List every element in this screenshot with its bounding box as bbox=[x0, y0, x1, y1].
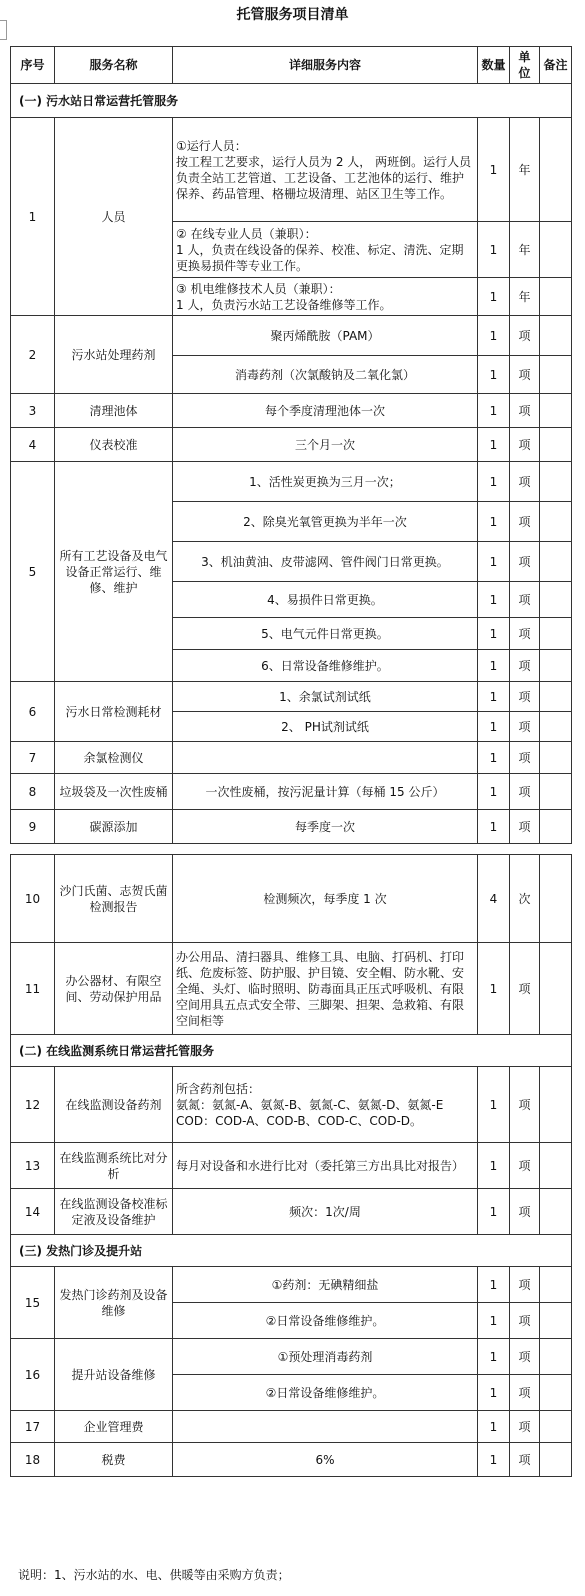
row-number: 3 bbox=[11, 394, 55, 428]
service-name: 在线监测设备校准标定液及设备维护 bbox=[55, 1189, 173, 1235]
table-row bbox=[11, 682, 572, 712]
section-title: (一) 污水站日常运营托管服务 bbox=[11, 84, 572, 118]
unit: 项 bbox=[510, 1339, 540, 1375]
service-name: 在线监测系统比对分析 bbox=[55, 1143, 173, 1189]
service-detail: 3、机油黄油、皮带滤网、管件阀门日常更换。 bbox=[173, 542, 478, 582]
row-number: 12 bbox=[11, 1067, 55, 1143]
remark bbox=[540, 316, 572, 356]
row-number: 1 bbox=[11, 118, 55, 316]
quantity: 1 bbox=[478, 316, 510, 356]
row-number: 16 bbox=[11, 1339, 55, 1411]
table-row bbox=[11, 1067, 572, 1143]
row-number: 6 bbox=[11, 682, 55, 742]
remark bbox=[540, 502, 572, 542]
header-qty: 数量 bbox=[478, 47, 510, 84]
service-detail: 聚丙烯酰胺（PAM） bbox=[173, 316, 478, 356]
quantity: 1 bbox=[478, 542, 510, 582]
margin-marker bbox=[0, 20, 7, 40]
header-content: 详细服务内容 bbox=[173, 47, 478, 84]
table-row bbox=[11, 462, 572, 502]
quantity: 1 bbox=[478, 222, 510, 278]
service-detail: 每个季度清理池体一次 bbox=[173, 394, 478, 428]
remark bbox=[540, 943, 572, 1035]
row-number: 5 bbox=[11, 462, 55, 682]
quantity: 1 bbox=[478, 712, 510, 742]
service-detail: 6% bbox=[173, 1443, 478, 1477]
table-row bbox=[11, 855, 572, 943]
service-detail: 消毒药剂（次氯酸钠及二氧化氯） bbox=[173, 356, 478, 394]
remark bbox=[540, 712, 572, 742]
row-number: 8 bbox=[11, 774, 55, 810]
unit: 项 bbox=[510, 742, 540, 774]
service-detail: 1、活性炭更换为三月一次； bbox=[173, 462, 478, 502]
unit: 项 bbox=[510, 618, 540, 650]
service-name: 办公器材、有限空间、劳动保护用品 bbox=[55, 943, 173, 1035]
service-detail bbox=[173, 1411, 478, 1443]
remark bbox=[540, 1303, 572, 1339]
row-number: 7 bbox=[11, 742, 55, 774]
unit: 项 bbox=[510, 502, 540, 542]
quantity: 1 bbox=[478, 462, 510, 502]
quantity: 1 bbox=[478, 943, 510, 1035]
quantity: 1 bbox=[478, 810, 510, 844]
table-row bbox=[11, 428, 572, 462]
section-title: (二) 在线监测系统日常运营托管服务 bbox=[11, 1035, 572, 1067]
quantity: 1 bbox=[478, 356, 510, 394]
service-detail: 所含药剂包括： 氨氮：氨氮-A、氨氮-B、氨氮-C、氨氮-D、氨氮-E COD：COD-A、COD-B、COD-C、COD-D。 bbox=[173, 1067, 478, 1143]
quantity: 1 bbox=[478, 650, 510, 682]
remark bbox=[540, 1339, 572, 1375]
quantity: 1 bbox=[478, 682, 510, 712]
table-row bbox=[11, 1411, 572, 1443]
table-row bbox=[11, 394, 572, 428]
unit: 年 bbox=[510, 222, 540, 278]
service-name: 在线监测设备药剂 bbox=[55, 1067, 173, 1143]
service-detail: 办公用品、清扫器具、维修工具、电脑、打码机、打印纸、危废标签、防护服、护目镜、安全帽、防水靴、安全绳、头灯、临时照明、防毒面具正压式呼吸机、有限空间用具五点式安全带、三脚架、担架、急救箱、有限空间柜等 bbox=[173, 943, 478, 1035]
unit: 项 bbox=[510, 582, 540, 618]
service-detail: 检测频次，每季度 1 次 bbox=[173, 855, 478, 943]
quantity: 1 bbox=[478, 118, 510, 222]
service-detail: 2、 PH试剂试纸 bbox=[173, 712, 478, 742]
unit: 项 bbox=[510, 650, 540, 682]
service-detail: ①预处理消毒药剂 bbox=[173, 1339, 478, 1375]
remark bbox=[540, 650, 572, 682]
service-detail: ②日常设备维修维护。 bbox=[173, 1303, 478, 1339]
unit: 项 bbox=[510, 1443, 540, 1477]
unit: 项 bbox=[510, 943, 540, 1035]
quantity: 1 bbox=[478, 428, 510, 462]
remark bbox=[540, 356, 572, 394]
service-name: 提升站设备维修 bbox=[55, 1339, 173, 1411]
unit: 项 bbox=[510, 1143, 540, 1189]
service-name: 企业管理费 bbox=[55, 1411, 173, 1443]
service-detail: 三个月一次 bbox=[173, 428, 478, 462]
quantity: 1 bbox=[478, 1143, 510, 1189]
remark bbox=[540, 462, 572, 502]
service-detail: 每月对设备和水进行比对（委托第三方出具比对报告） bbox=[173, 1143, 478, 1189]
page-title: 托管服务项目清单 bbox=[236, 7, 349, 23]
remark bbox=[540, 742, 572, 774]
service-detail: 5、电气元件日常更换。 bbox=[173, 618, 478, 650]
table-row bbox=[11, 1267, 572, 1303]
quantity: 1 bbox=[478, 278, 510, 316]
table-row bbox=[11, 1443, 572, 1477]
header-remark: 备注 bbox=[540, 47, 572, 84]
quantity: 1 bbox=[478, 502, 510, 542]
service-name: 税费 bbox=[55, 1443, 173, 1477]
quantity: 1 bbox=[478, 1443, 510, 1477]
service-name: 沙门氏菌、志贺氏菌检测报告 bbox=[55, 855, 173, 943]
footnote: 说明：1、污水站的水、电、供暖等由采购方负责； bbox=[18, 1568, 290, 1582]
quantity: 1 bbox=[478, 394, 510, 428]
unit: 项 bbox=[510, 810, 540, 844]
service-name: 发热门诊药剂及设备维修 bbox=[55, 1267, 173, 1339]
remark bbox=[540, 1267, 572, 1303]
service-name: 碳源添加 bbox=[55, 810, 173, 844]
unit: 项 bbox=[510, 1411, 540, 1443]
quantity: 1 bbox=[478, 1339, 510, 1375]
unit: 项 bbox=[510, 394, 540, 428]
service-table bbox=[10, 46, 572, 1477]
header-name: 服务名称 bbox=[55, 47, 173, 84]
remark bbox=[540, 774, 572, 810]
section-row bbox=[11, 84, 572, 118]
service-name: 所有工艺设备及电气设备正常运行、维修、维护 bbox=[55, 462, 173, 682]
quantity: 1 bbox=[478, 1303, 510, 1339]
table-row bbox=[11, 1143, 572, 1189]
row-number: 4 bbox=[11, 428, 55, 462]
unit: 项 bbox=[510, 1267, 540, 1303]
row-number: 17 bbox=[11, 1411, 55, 1443]
quantity: 1 bbox=[478, 1267, 510, 1303]
remark bbox=[540, 394, 572, 428]
service-detail: ①运行人员： 按工程工艺要求，运行人员为 2 人， 两班倒。运行人员负责全站工艺管道、工艺设备、工艺池体的运行、维护保养、药品管理、格栅垃圾清理、站区卫生等工作。 bbox=[173, 118, 478, 222]
table-row bbox=[11, 1339, 572, 1375]
unit: 项 bbox=[510, 316, 540, 356]
remark bbox=[540, 542, 572, 582]
unit: 次 bbox=[510, 855, 540, 943]
table-row bbox=[11, 316, 572, 356]
header-no: 序号 bbox=[11, 47, 55, 84]
quantity: 4 bbox=[478, 855, 510, 943]
unit: 项 bbox=[510, 774, 540, 810]
header-unit: 单位 bbox=[510, 47, 540, 84]
unit: 项 bbox=[510, 682, 540, 712]
service-detail: ③ 机电维修技术人员（兼职）： 1 人，负责污水站工艺设备维修等工作。 bbox=[173, 278, 478, 316]
unit: 年 bbox=[510, 278, 540, 316]
remark bbox=[540, 618, 572, 650]
remark bbox=[540, 278, 572, 316]
service-name: 污水站处理药剂 bbox=[55, 316, 173, 394]
unit: 项 bbox=[510, 712, 540, 742]
remark bbox=[540, 428, 572, 462]
unit: 年 bbox=[510, 118, 540, 222]
table-row bbox=[11, 810, 572, 844]
section-row bbox=[11, 1035, 572, 1067]
unit: 项 bbox=[510, 542, 540, 582]
service-detail bbox=[173, 742, 478, 774]
row-number: 10 bbox=[11, 855, 55, 943]
unit: 项 bbox=[510, 428, 540, 462]
remark bbox=[540, 1443, 572, 1477]
remark bbox=[540, 810, 572, 844]
service-detail: ①药剂：无碘精细盐 bbox=[173, 1267, 478, 1303]
page-break bbox=[11, 844, 572, 855]
section-row bbox=[11, 1235, 572, 1267]
unit: 项 bbox=[510, 1189, 540, 1235]
service-name: 人员 bbox=[55, 118, 173, 316]
service-name: 余氯检测仪 bbox=[55, 742, 173, 774]
remark bbox=[540, 582, 572, 618]
unit: 项 bbox=[510, 462, 540, 502]
quantity: 1 bbox=[478, 742, 510, 774]
row-number: 9 bbox=[11, 810, 55, 844]
service-detail: 1、余氯试剂试纸 bbox=[173, 682, 478, 712]
row-number: 11 bbox=[11, 943, 55, 1035]
section-title: (三) 发热门诊及提升站 bbox=[11, 1235, 572, 1267]
row-number: 18 bbox=[11, 1443, 55, 1477]
quantity: 1 bbox=[478, 618, 510, 650]
quantity: 1 bbox=[478, 1375, 510, 1411]
remark bbox=[540, 682, 572, 712]
table-row bbox=[11, 943, 572, 1035]
unit: 项 bbox=[510, 1067, 540, 1143]
service-detail: 频次：1次/周 bbox=[173, 1189, 478, 1235]
remark bbox=[540, 1375, 572, 1411]
unit: 项 bbox=[510, 1375, 540, 1411]
row-number: 2 bbox=[11, 316, 55, 394]
service-name: 清理池体 bbox=[55, 394, 173, 428]
quantity: 1 bbox=[478, 774, 510, 810]
service-detail: 一次性废桶，按污泥量计算（每桶 15 公斤） bbox=[173, 774, 478, 810]
table-row bbox=[11, 1189, 572, 1235]
quantity: 1 bbox=[478, 1411, 510, 1443]
remark bbox=[540, 1189, 572, 1235]
remark bbox=[540, 1143, 572, 1189]
service-name: 仪表校准 bbox=[55, 428, 173, 462]
service-detail: 2、除臭光氧管更换为半年一次 bbox=[173, 502, 478, 542]
remark bbox=[540, 1067, 572, 1143]
service-detail: 6、日常设备维修维护。 bbox=[173, 650, 478, 682]
row-number: 15 bbox=[11, 1267, 55, 1339]
table-row bbox=[11, 774, 572, 810]
service-name: 污水日常检测耗材 bbox=[55, 682, 173, 742]
remark bbox=[540, 118, 572, 222]
service-detail: ② 在线专业人员（兼职）： 1 人，负责在线设备的保养、校准、标定、清洗、定期更换易损件等专业工作。 bbox=[173, 222, 478, 278]
row-number: 14 bbox=[11, 1189, 55, 1235]
unit: 项 bbox=[510, 356, 540, 394]
row-number: 13 bbox=[11, 1143, 55, 1189]
table-header-row bbox=[11, 47, 572, 84]
unit: 项 bbox=[510, 1303, 540, 1339]
table-row bbox=[11, 742, 572, 774]
quantity: 1 bbox=[478, 582, 510, 618]
quantity: 1 bbox=[478, 1067, 510, 1143]
service-detail: 4、易损件日常更换。 bbox=[173, 582, 478, 618]
remark bbox=[540, 1411, 572, 1443]
quantity: 1 bbox=[478, 1189, 510, 1235]
table-row bbox=[11, 118, 572, 222]
remark bbox=[540, 222, 572, 278]
remark bbox=[540, 855, 572, 943]
service-detail: ②日常设备维修维护。 bbox=[173, 1375, 478, 1411]
service-name: 垃圾袋及一次性废桶 bbox=[55, 774, 173, 810]
service-detail: 每季度一次 bbox=[173, 810, 478, 844]
